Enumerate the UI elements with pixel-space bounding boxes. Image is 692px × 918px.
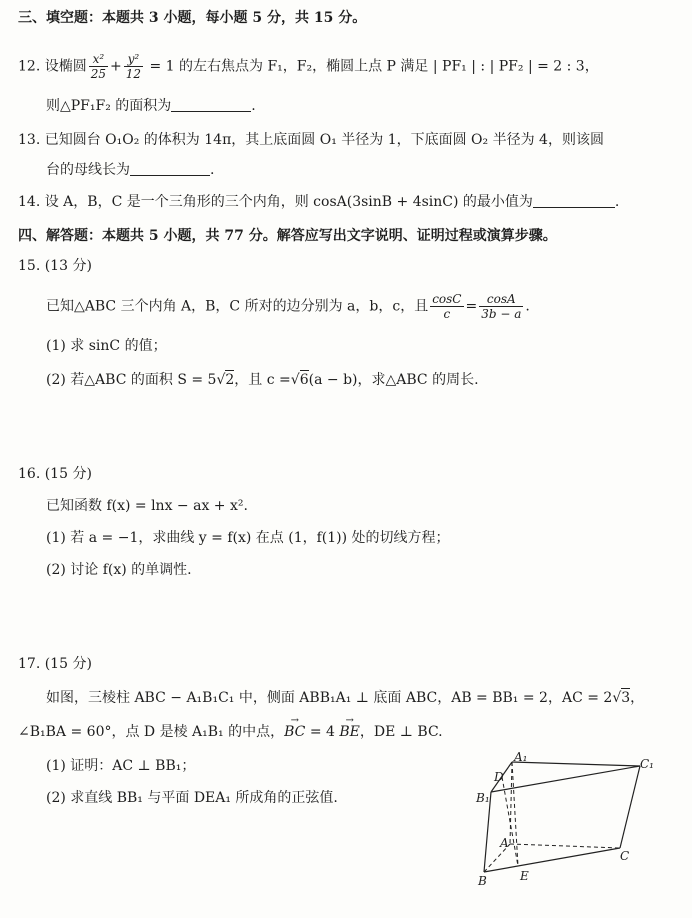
fraction-cosC-over-c: $\frac{\cos C}{c}$ (432, 292, 462, 321)
question-text: = 1 的左右焦点为 F₁，F₂，椭圆上点 P 满足 | PF₁ | : | PF₂ | = 2 : 3， (149, 58, 599, 75)
section-heading-solutions: 四、解答题：本题共 5 小题，共 77 分。解答应写出文字说明、证明过程或演算步骤。 (18, 228, 557, 244)
answer-blank[interactable] (130, 161, 210, 176)
edge-b-c (484, 848, 620, 872)
question-12-line-1: 12. 设椭圆 $\frac{\text{x²}}{25}$ + $\frac{\text{y²}}{12}$ = 1 的左右焦点为 F₁，F₂，椭圆上点 P 满足 | PF₁ | : | PF₂ | = 2 : 3， (18, 52, 599, 81)
sqrt-sign: √ (612, 690, 622, 706)
edge-a-c (510, 844, 620, 848)
answer-blank[interactable] (533, 193, 615, 208)
question-text: 设椭圆 (44, 58, 87, 75)
question-text: 则△PF₁F₂ 的面积为 (46, 98, 172, 114)
question-15-part-2: (2) 若△ABC 的面积 S = 5√2，且 c =√6(a − b)，求△ABC 的周长. (46, 372, 479, 388)
label-c: C (620, 849, 630, 863)
question-16-part-2: (2) 讨论 f(x) 的单调性. (46, 562, 192, 578)
question-14: 14. 设 A，B，C 是一个三角形的三个内角，则 cosA(3sinB + 4sinC) 的最小值为 . (18, 194, 620, 210)
question-text: 已知圆台 O₁O₂ 的体积为 14π，其上底面圆 O₁ 半径为 1，下底面圆 O₂ 半径为 4，则该圆 (44, 132, 604, 148)
question-17-part-2: (2) 求直线 BB₁ 与平面 DEA₁ 所成角的正弦值. (46, 790, 338, 806)
vector-be: → BE (339, 722, 360, 742)
label-e: E (520, 869, 529, 883)
question-16-part-1: (1) 若 a = −1，求曲线 y = f(x) 在点 (1，f(1)) 处的切线方程； (46, 530, 450, 546)
label-d: D (494, 770, 504, 784)
question-text: 已知△ABC 三个内角 A，B，C 所对的边分别为 a，b，c，且 (46, 298, 429, 315)
label-a: A (500, 836, 509, 850)
segment-a1-e (512, 762, 518, 866)
fraction-x2-over-25: $\frac{\text{x²}}{25}$ (90, 52, 106, 81)
edge-a1-c1 (512, 762, 640, 766)
question-17-stem-line-2: ∠B₁BA = 60°，点 D 是棱 A₁B₁ 的中点，→ BC = 4 → BE，DE ⊥ BC. (18, 722, 443, 742)
question-number: 14. (18, 194, 41, 210)
question-17-stem-line-1: 如图，三棱柱 ABC − A₁B₁C₁ 中，侧面 ABB₁A₁ ⊥ 底面 ABC，AB = BB₁ = 2，AC = 2√3， (46, 690, 645, 706)
question-text: 设 A，B，C 是一个三角形的三个内角，则 cosA(3sinB + 4sinC) 的最小值为 (44, 194, 533, 210)
sqrt-sign: √ (216, 372, 226, 388)
question-15-heading: 15. (13 分) (18, 258, 92, 274)
sqrt-sign: √ (290, 372, 300, 388)
fraction-y2-over-12: $\frac{\text{y²}}{12}$ (125, 52, 142, 81)
label-b: B (478, 874, 487, 888)
label-c1: C₁ (640, 757, 654, 771)
question-15-part-1: (1) 求 sinC 的值； (46, 338, 167, 354)
label-b1: B₁ (476, 791, 490, 805)
question-17-part-1: (1) 证明：AC ⊥ BB₁； (46, 758, 196, 774)
question-text: 台的母线长为 (46, 162, 130, 178)
edge-a1-a (510, 762, 512, 844)
question-16-stem: 已知函数 f(x) = lnx − ax + x². (46, 498, 248, 514)
question-12-line-2: 则△PF₁F₂ 的面积为 . (46, 98, 256, 114)
question-16-heading: 16. (15 分) (18, 466, 92, 482)
question-number: 12. (18, 58, 41, 75)
edge-c1-c (620, 766, 640, 848)
prism-figure (472, 752, 662, 892)
question-17-heading: 17. (15 分) (18, 656, 92, 672)
fraction-cosA-over-3b-minus-a: $\frac{\cos A}{3b - a}$ (481, 292, 522, 321)
section-heading-fill-in: 三、填空题：本题共 3 小题，每小题 5 分，共 15 分。 (18, 10, 367, 26)
answer-blank[interactable] (171, 97, 251, 112)
question-13-line-1 (18, 130, 604, 150)
vector-bc: → BC (284, 722, 305, 742)
label-a1: A₁ (514, 752, 528, 764)
question-15-stem: 已知△ABC 三个内角 A，B，C 所对的边分别为 a，b，c，且 $\frac{\cos C}{c}$ = $\frac{\cos A}{3b - a}$ . (46, 292, 530, 321)
question-number: 13. (18, 132, 41, 148)
question-13-line-2: 台的母线长为 . (46, 162, 215, 178)
